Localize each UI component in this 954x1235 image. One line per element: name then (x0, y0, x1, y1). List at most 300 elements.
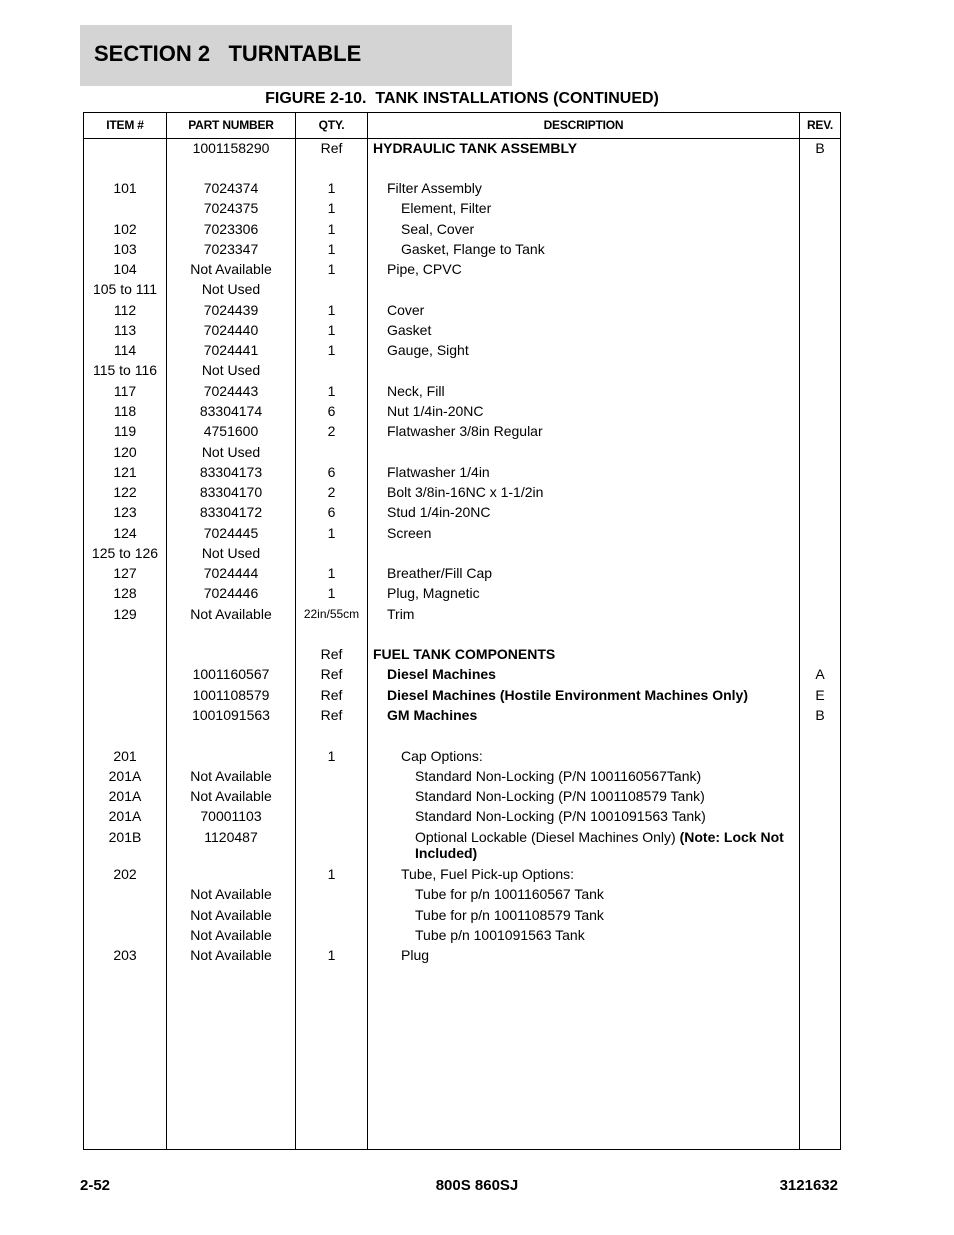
table-row (84, 261, 840, 281)
part-number-cell-text: Not Available (190, 907, 272, 923)
item-cell (84, 221, 166, 237)
description-cell-text: Flatwasher 3/8in Regular (387, 423, 543, 439)
header-qty: QTY. (318, 118, 345, 132)
item-cell (84, 464, 166, 480)
description-cell (373, 646, 793, 662)
item-cell (84, 302, 166, 318)
part-number-cell (167, 464, 295, 480)
item-cell-text: 201 (113, 748, 137, 764)
part-number-cell (167, 200, 295, 216)
item-cell (84, 565, 166, 581)
qty-cell-text: 6 (327, 504, 336, 520)
item-cell-text: 201B (108, 829, 142, 845)
table-row (84, 585, 840, 605)
item-cell (84, 180, 166, 196)
description-cell (387, 585, 807, 601)
part-number-cell (167, 241, 295, 257)
qty-cell (296, 666, 367, 682)
item-cell-text: 104 (113, 261, 137, 277)
item-cell (84, 585, 166, 601)
description-cell-text: HYDRAULIC TANK ASSEMBLY (373, 140, 578, 156)
rev-cell (800, 707, 840, 723)
part-number-cell-text: 7024443 (203, 383, 259, 399)
item-cell (84, 829, 166, 845)
description-cell (387, 261, 807, 277)
qty-cell-text: 1 (327, 947, 336, 963)
qty-cell (296, 606, 367, 622)
part-number-cell-text: 7024445 (203, 525, 259, 541)
qty-cell-text: Ref (320, 646, 343, 662)
item-cell (84, 768, 166, 784)
document-number: 3121632 (779, 1177, 838, 1194)
description-cell-text: Seal, Cover (401, 221, 475, 237)
description-cell-text: Tube for p/n 1001108579 Tank (415, 907, 604, 923)
table-row (84, 180, 840, 200)
item-cell-text: 123 (113, 504, 137, 520)
item-cell-text: 118 (113, 403, 137, 419)
qty-cell-text: 1 (327, 525, 336, 541)
qty-cell-text: 1 (327, 565, 336, 581)
item-cell (84, 788, 166, 804)
page-number: 2-52 (80, 1177, 111, 1194)
part-number-cell (167, 788, 295, 804)
part-number-cell-text: 1001108579 (192, 687, 270, 703)
qty-cell-text: Ref (320, 666, 343, 682)
qty-cell (296, 565, 367, 581)
description-cell (415, 886, 795, 902)
description-cell (415, 829, 795, 861)
part-number-cell-text: Not Available (190, 947, 272, 963)
description-cell (387, 383, 807, 399)
table-row (84, 322, 840, 342)
description-cell (387, 322, 807, 338)
rev-cell-text: B (815, 707, 825, 723)
qty-cell-text: 1 (327, 200, 336, 216)
part-number-cell (167, 907, 295, 923)
item-cell (84, 403, 166, 419)
qty-cell-text: 6 (327, 464, 336, 480)
part-number-cell (167, 808, 295, 824)
part-number-cell-text: 83304170 (199, 484, 263, 500)
item-cell-text: 103 (113, 241, 137, 257)
description-cell (415, 808, 795, 824)
description-cell (387, 302, 807, 318)
part-number-cell-text: Not Available (190, 768, 272, 784)
description-cell-text: Stud 1/4in-20NC (387, 504, 491, 520)
item-cell (84, 525, 166, 541)
qty-cell (296, 585, 367, 601)
part-number-cell-text: 1120487 (204, 829, 258, 845)
table-row (84, 748, 840, 768)
item-cell (84, 383, 166, 399)
qty-cell (296, 748, 367, 764)
qty-cell (296, 403, 367, 419)
part-number-cell (167, 322, 295, 338)
part-number-cell-text: 7024439 (203, 302, 259, 318)
table-row (84, 403, 840, 423)
qty-cell (296, 342, 367, 358)
qty-cell (296, 241, 367, 257)
item-cell-text: 128 (113, 585, 137, 601)
item-cell-text: 112 (113, 302, 137, 318)
qty-cell (296, 646, 367, 662)
part-number-cell-text: Not Available (190, 886, 272, 902)
description-cell-text: Neck, Fill (387, 383, 445, 399)
part-number-cell-text: 83304172 (199, 504, 263, 520)
part-number-cell (167, 545, 295, 561)
description-cell-text: Plug, Magnetic (387, 585, 480, 601)
qty-cell (296, 423, 367, 439)
part-number-cell (167, 362, 295, 378)
description-cell (387, 342, 807, 358)
item-cell (84, 444, 166, 460)
section-banner (80, 25, 512, 86)
item-cell-text: 127 (113, 565, 137, 581)
description-cell-text: Diesel Machines (Hostile Environment Machines Only) (387, 687, 748, 703)
item-cell-text: 202 (113, 866, 137, 882)
item-cell-text: 120 (113, 444, 137, 460)
rev-cell-text: E (815, 687, 825, 703)
item-cell-text: 203 (113, 947, 137, 963)
table-row (84, 545, 840, 565)
qty-cell-text: 1 (327, 342, 336, 358)
table-row (84, 808, 840, 828)
description-cell-text: Gauge, Sight (387, 342, 469, 358)
qty-cell (296, 687, 367, 703)
table-row (84, 464, 840, 484)
table-row (84, 221, 840, 241)
item-cell (84, 504, 166, 520)
part-number-cell-text: 7024374 (203, 180, 259, 196)
qty-cell-text: 1 (327, 748, 336, 764)
qty-cell-text: 22in/55cm (303, 607, 360, 621)
description-cell (387, 565, 807, 581)
description-cell (401, 200, 821, 216)
item-cell (84, 606, 166, 622)
rev-cell-text: B (815, 140, 825, 156)
item-cell (84, 423, 166, 439)
part-number-cell (167, 342, 295, 358)
table-row (84, 484, 840, 504)
part-number-cell (167, 484, 295, 500)
qty-cell (296, 947, 367, 963)
table-row (84, 525, 840, 545)
item-cell-text: 102 (113, 221, 137, 237)
qty-cell (296, 383, 367, 399)
description-cell (373, 140, 793, 156)
description-cell-text: Trim (387, 606, 415, 622)
part-number-cell-text: 7024441 (203, 342, 259, 358)
table-row (84, 927, 840, 947)
part-number-cell-text: Not Used (201, 281, 261, 297)
description-cell-text: Filter Assembly (387, 180, 482, 196)
qty-cell (296, 504, 367, 520)
description-cell-text: Standard Non-Locking (P/N 1001091563 Tank) (415, 808, 706, 824)
part-number-cell (167, 504, 295, 520)
qty-cell-text: Ref (320, 687, 343, 703)
part-number-cell-text: Not Available (190, 606, 272, 622)
table-row (84, 666, 840, 686)
item-cell-text: 117 (113, 383, 137, 399)
description-cell-text: Standard Non-Locking (P/N 1001160567Tank) (415, 768, 702, 784)
part-number-cell-text: 7023306 (203, 221, 259, 237)
qty-cell-text: 1 (327, 322, 336, 338)
part-number-cell (167, 180, 295, 196)
description-cell (387, 180, 807, 196)
item-cell-text: 201A (108, 788, 142, 804)
part-number-cell-text: Not Used (201, 444, 261, 460)
part-number-cell (167, 383, 295, 399)
table-row (84, 281, 840, 301)
figure-title: FIGURE 2-10. TANK INSTALLATIONS (CONTINUED) (265, 90, 659, 107)
table-row (84, 606, 840, 626)
item-cell (84, 808, 166, 824)
description-cell (387, 484, 807, 500)
part-number-cell-text: Not Available (190, 261, 272, 277)
item-cell-text: 113 (113, 322, 137, 338)
description-cell-text: Diesel Machines (387, 666, 496, 682)
item-cell-text: 114 (113, 342, 137, 358)
qty-cell-text: 1 (327, 383, 336, 399)
table-row (84, 423, 840, 443)
qty-cell-text: 2 (327, 484, 336, 500)
part-number-cell-text: 83304173 (199, 464, 263, 480)
qty-cell-text: 1 (327, 180, 336, 196)
table-row (84, 140, 840, 160)
part-number-cell (167, 140, 295, 156)
table-row (84, 829, 840, 861)
model-name: 800S 860SJ (435, 1177, 519, 1194)
item-cell-text: 119 (113, 423, 137, 439)
qty-cell-text: 1 (327, 585, 336, 601)
part-number-cell-text: 70001103 (200, 808, 262, 824)
description-cell-text: Cap Options: (401, 748, 483, 764)
part-number-cell (167, 302, 295, 318)
table-row (84, 768, 840, 788)
item-cell (84, 362, 166, 378)
description-cell (401, 748, 821, 764)
qty-cell-text: Ref (320, 140, 343, 156)
description-cell (401, 221, 821, 237)
item-cell-text: 101 (113, 180, 137, 196)
part-number-cell-text: 4751600 (203, 423, 259, 439)
qty-cell-text: 1 (327, 866, 336, 882)
description-cell-text: Cover (387, 302, 425, 318)
description-cell (387, 504, 807, 520)
part-number-cell-text: 7024440 (203, 322, 259, 338)
description-cell (387, 707, 807, 723)
part-number-cell-text: 7024444 (203, 565, 259, 581)
description-cell (415, 927, 795, 943)
table-row (84, 866, 840, 886)
description-cell (401, 866, 821, 882)
description-cell (387, 666, 807, 682)
part-number-cell (167, 585, 295, 601)
item-cell-text: 121 (113, 464, 137, 480)
qty-cell (296, 140, 367, 156)
part-number-cell-text: Not Used (201, 362, 261, 378)
part-number-cell (167, 947, 295, 963)
description-cell-text: Pipe, CPVC (387, 261, 462, 277)
description-cell (401, 947, 821, 963)
part-number-cell-text: 83304174 (199, 403, 263, 419)
part-number-cell (167, 666, 295, 682)
rev-cell (800, 687, 840, 703)
description-cell-text: Screen (387, 525, 432, 541)
part-number-cell (167, 886, 295, 902)
table-row (84, 200, 840, 220)
section-title: SECTION 2 TURNTABLE (94, 41, 362, 66)
part-number-cell-text: 7024375 (203, 200, 259, 216)
rev-cell (800, 666, 840, 682)
part-number-cell (167, 403, 295, 419)
part-number-cell (167, 281, 295, 297)
description-cell-text: Standard Non-Locking (P/N 1001108579 Tank) (415, 788, 705, 804)
table-row (84, 444, 840, 464)
part-number-cell-text: 7023347 (203, 241, 259, 257)
part-number-cell (167, 423, 295, 439)
item-cell-text: 129 (113, 606, 137, 622)
item-cell-text: 122 (113, 484, 137, 500)
item-cell (84, 748, 166, 764)
part-number-cell-text: Not Available (190, 788, 272, 804)
qty-cell-text: 2 (327, 423, 336, 439)
item-cell (84, 545, 166, 561)
item-cell (84, 322, 166, 338)
description-cell-text: Tube p/n 1001091563 Tank (415, 927, 585, 943)
part-number-cell-text: 1001158290 (192, 140, 270, 156)
description-cell (415, 907, 795, 923)
item-cell (84, 281, 166, 297)
qty-cell (296, 707, 367, 723)
item-cell (84, 484, 166, 500)
qty-cell-text: 1 (327, 241, 336, 257)
item-cell (84, 866, 166, 882)
description-cell-text: FUEL TANK COMPONENTS (373, 646, 556, 662)
header-part-number: PART NUMBER (188, 118, 274, 132)
part-number-cell (167, 606, 295, 622)
table-row (84, 565, 840, 585)
header-description: DESCRIPTION (543, 118, 624, 132)
description-cell-text: Gasket (387, 322, 432, 338)
description-cell (401, 241, 821, 257)
part-number-cell (167, 261, 295, 277)
description-cell (387, 687, 807, 703)
qty-cell (296, 200, 367, 216)
item-cell-text: 201A (108, 768, 142, 784)
item-cell (84, 261, 166, 277)
rev-cell-text: A (815, 666, 825, 682)
description-cell (387, 403, 807, 419)
description-cell-text: Nut 1/4in-20NC (387, 403, 484, 419)
table-row (84, 886, 840, 906)
item-cell-text: 125 to 126 (91, 545, 159, 561)
header-rev: REV. (806, 118, 834, 132)
table-row (84, 907, 840, 927)
header-item: ITEM # (106, 118, 144, 132)
table-row (84, 342, 840, 362)
header-divider (84, 138, 840, 139)
qty-cell (296, 302, 367, 318)
item-cell-text: 115 to 116 (92, 362, 158, 378)
description-cell (387, 606, 807, 622)
qty-cell (296, 261, 367, 277)
table-row (84, 241, 840, 261)
part-number-cell (167, 927, 295, 943)
part-number-cell (167, 829, 295, 845)
qty-cell-text: 6 (327, 403, 336, 419)
description-cell-text: Breather/Fill Cap (387, 565, 493, 581)
description-cell (415, 768, 795, 784)
description-cell-text: Optional Lockable (Diesel Machines Only) (415, 829, 676, 845)
table-row (84, 687, 840, 707)
part-number-cell (167, 565, 295, 581)
table-row (84, 788, 840, 808)
qty-cell-text: 1 (327, 221, 336, 237)
description-cell-text: Bolt 3/8in-16NC x 1-1/2in (387, 484, 544, 500)
qty-cell-text: 1 (327, 261, 336, 277)
description-cell-text: Tube for p/n 1001160567 Tank (415, 886, 604, 902)
table-row (84, 646, 840, 666)
part-number-cell (167, 687, 295, 703)
description-cell-text: Tube, Fuel Pick-up Options: (401, 866, 575, 882)
description-note: (Note: Lock Not Included) (415, 829, 784, 861)
part-number-cell-text: 1001091563 (192, 707, 270, 723)
qty-cell (296, 180, 367, 196)
description-cell-text: Flatwasher 1/4in (387, 464, 490, 480)
table-row (84, 302, 840, 322)
table-row (84, 504, 840, 524)
table-row (84, 947, 840, 967)
part-number-cell-text: 1001160567 (192, 666, 270, 682)
qty-cell (296, 322, 367, 338)
qty-cell (296, 525, 367, 541)
description-cell (415, 788, 795, 804)
qty-cell-text: 1 (327, 302, 336, 318)
qty-cell (296, 464, 367, 480)
table-row (84, 383, 840, 403)
qty-cell-text: Ref (320, 707, 343, 723)
qty-cell (296, 484, 367, 500)
part-number-cell (167, 444, 295, 460)
item-cell-text: 105 to 111 (92, 281, 158, 297)
rev-cell (800, 140, 840, 156)
part-number-cell (167, 768, 295, 784)
qty-cell (296, 221, 367, 237)
part-number-cell (167, 707, 295, 723)
parts-table (83, 112, 841, 1150)
description-cell (387, 423, 807, 439)
item-cell-text: 201A (108, 808, 142, 824)
description-cell-text: Element, Filter (401, 200, 492, 216)
description-cell (387, 464, 807, 480)
part-number-cell (167, 525, 295, 541)
part-number-cell (167, 221, 295, 237)
table-row (84, 707, 840, 727)
description-cell-text: Gasket, Flange to Tank (401, 241, 545, 257)
part-number-cell-text: Not Used (201, 545, 261, 561)
table-row (84, 362, 840, 382)
qty-cell (296, 866, 367, 882)
item-cell (84, 947, 166, 963)
part-number-cell-text: 7024446 (203, 585, 259, 601)
description-cell (387, 525, 807, 541)
part-number-cell-text: Not Available (190, 927, 272, 943)
description-cell-text: Plug (401, 947, 430, 963)
item-cell (84, 342, 166, 358)
description-cell-text: GM Machines (387, 707, 478, 723)
item-cell-text: 124 (113, 525, 137, 541)
